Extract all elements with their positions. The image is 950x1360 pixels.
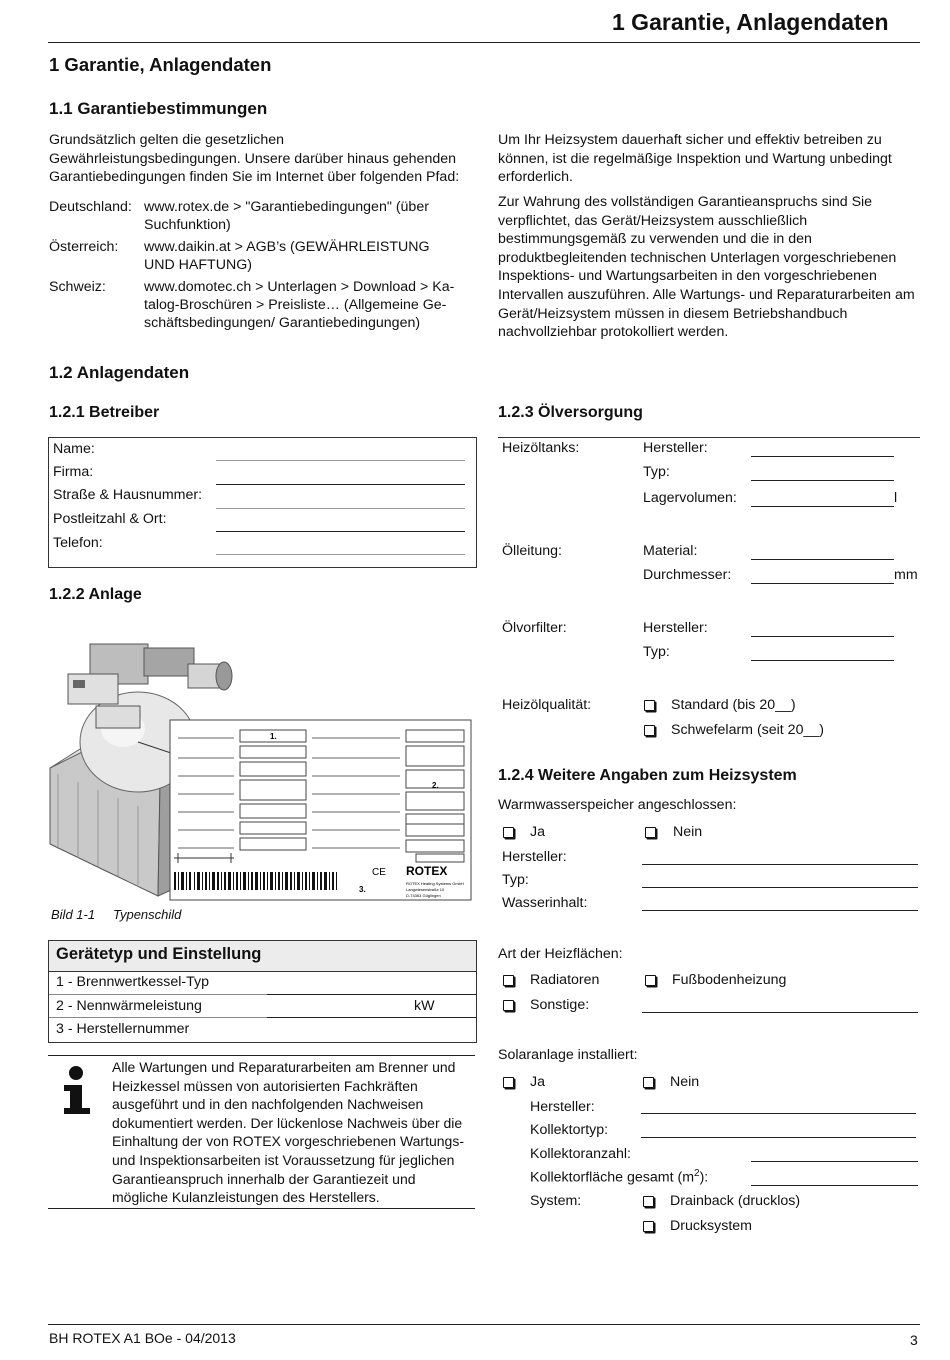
filter-typ-field[interactable] (751, 660, 894, 661)
hersteller-label: Hersteller: (643, 440, 708, 456)
country-label: Österreich: (49, 239, 119, 255)
plz-ort-field[interactable] (216, 531, 465, 532)
figure-caption: Typenschild (113, 907, 182, 922)
field-label: Straße & Hausnummer: (53, 487, 203, 503)
heizoeltanks-label: Heizöltanks: (502, 440, 580, 456)
betreiber-title: 1.2.1 Betreiber (49, 404, 160, 421)
oelleitung-label: Ölleitung: (502, 543, 562, 559)
country-label: Schweiz: (49, 279, 106, 295)
field-label: Postleitzahl & Ort: (53, 511, 167, 527)
subsection-title: 1.1 Garantiebestimmungen (49, 99, 268, 118)
durchmesser-unit: mm (894, 567, 918, 583)
ww-nein-label: Nein (673, 824, 703, 840)
sonstige-checkbox[interactable] (503, 1000, 514, 1011)
geraetetyp-table (48, 940, 477, 1043)
field-label: Name: (53, 441, 95, 457)
wasserinhalt-label: Wasserinhalt: (502, 895, 588, 911)
hersteller-label: Hersteller: (643, 620, 708, 636)
typ-label: Typ: (643, 464, 670, 480)
oelvorfilter-label: Ölvorfilter: (502, 620, 567, 636)
sonstige-label: Sonstige: (530, 997, 590, 1013)
telefon-field[interactable] (216, 554, 465, 555)
wasserinhalt-field[interactable] (642, 910, 918, 911)
material-field[interactable] (751, 559, 894, 560)
schwefelarm-checkbox[interactable] (644, 725, 655, 736)
drainback-checkbox[interactable] (643, 1196, 654, 1207)
oelversorgung-rule (498, 437, 920, 438)
country-link: www.domotec.ch > Unterlagen > Download > Ka- (144, 279, 455, 295)
warranty-paragraph-1: Um Ihr Heizsystem dauerhaft sicher und effektiv betreiben zu können, ist die regelmäßige Inspektion und Wartung unbedingt erforderlich. (498, 132, 892, 186)
plate-city: D-74363 Güglingen (406, 893, 441, 898)
drucksystem-checkbox[interactable] (643, 1221, 654, 1232)
country-link-cont: Suchfunktion) (144, 217, 231, 233)
ww-hersteller-field[interactable] (642, 864, 918, 865)
schwefelarm-option: Schwefelarm (seit 20__) (671, 722, 824, 738)
lagervolumen-label: Lagervolumen: (643, 490, 737, 506)
geraetetyp-row-label: 3 - Herstellernummer (56, 1021, 190, 1037)
warranty-paragraph-2: Zur Wahrung des vollständigen Garantieanspruchs sind Sie verpflichtet, das Gerät/Heizsystem ausschließlich bestimmungsgemäß zu verwenden und die in den produktbegleitenden technischen Unterlagen vorgeschriebenen Inspektions- und Wartungsarbeiten in den vorgeschriebenen Intervallen auszuführen. Alle Wartungs- und Reparaturarbeiten am Gerät/Heizsystem müssen in diesem Betriebshandbuch nachvollziehbar protokolliert werden. (498, 194, 915, 341)
standard-checkbox[interactable] (644, 700, 655, 711)
ww-ja-label: Ja (530, 824, 545, 840)
kollektoranzahl-field[interactable] (751, 1161, 918, 1162)
strasse-field[interactable] (216, 508, 465, 509)
betreiber-form (48, 437, 477, 568)
lagervolumen-unit: l (894, 490, 898, 506)
name-field[interactable] (216, 460, 465, 461)
section-title: 1 Garantie, Anlagendaten (49, 54, 272, 75)
solar-hersteller-field[interactable] (641, 1113, 916, 1114)
kollektoranzahl-label: Kollektoranzahl: (530, 1146, 631, 1162)
info-icon (60, 1066, 92, 1116)
geraetetyp-title: Gerätetyp und Einstellung (56, 945, 262, 963)
tank-typ-field[interactable] (751, 480, 894, 481)
ce-mark: CE (372, 867, 386, 878)
leistung-input-line[interactable] (267, 1017, 476, 1018)
plate-street: Langwiesenstraße 10 (406, 887, 445, 892)
country-link: www.rotex.de > "Garantiebedingungen" (über (144, 199, 429, 215)
header-rule (48, 42, 920, 43)
plate-company: ROTEX Heating Systems GmbH (406, 881, 464, 886)
typ-input-line[interactable] (267, 994, 476, 995)
country-link-cont: schäftsbedingungen/ Garantiebedingungen) (144, 315, 421, 331)
info-top-rule (48, 1055, 475, 1056)
boiler-nameplate-figure (48, 634, 476, 906)
subsection-title: 1.2 Anlagendaten (49, 363, 190, 382)
country-link-cont: talog-Broschüren > Preisliste… (Allgemeine Ge- (144, 297, 447, 313)
geraetetyp-row-label: 2 - Nennwärmeleistung (56, 998, 202, 1014)
oelversorgung-title: 1.2.3 Ölversorgung (498, 404, 643, 421)
lagervolumen-field[interactable] (751, 506, 894, 507)
typ-label: Typ: (643, 644, 670, 660)
page-number: 3 (910, 1332, 918, 1348)
country-link: www.daikin.at > AGB’s (GEWÄHRLEISTUNG (144, 239, 430, 255)
radiatoren-label: Radiatoren (530, 972, 600, 988)
solar-label: Solaranlage installiert: (498, 1047, 638, 1063)
kollektortyp-label: Kollektortyp: (530, 1122, 609, 1138)
fussboden-checkbox[interactable] (645, 975, 656, 986)
country-link-cont: UND HAFTUNG) (144, 257, 252, 273)
radiatoren-checkbox[interactable] (503, 975, 514, 986)
solar-nein-checkbox[interactable] (643, 1077, 654, 1088)
kollektortyp-field[interactable] (641, 1137, 916, 1138)
solar-ja-label: Ja (530, 1074, 545, 1090)
standard-option: Standard (bis 20__) (671, 697, 796, 713)
geraetetyp-row-label: 1 - Brennwertkessel-Typ (56, 974, 209, 990)
country-label: Deutschland: (49, 199, 132, 215)
durchmesser-field[interactable] (751, 583, 894, 584)
figure-number: Bild 1-1 (51, 907, 96, 922)
filter-hersteller-field[interactable] (751, 636, 894, 637)
firma-field[interactable] (216, 484, 465, 485)
solar-nein-label: Nein (670, 1074, 700, 1090)
weitere-title: 1.2.4 Weitere Angaben zum Heizsystem (498, 767, 797, 784)
solar-hersteller-label: Hersteller: (530, 1099, 595, 1115)
ww-typ-field[interactable] (642, 887, 918, 888)
material-label: Material: (643, 543, 698, 559)
sonstige-field[interactable] (642, 1012, 918, 1013)
info-text: Alle Wartungen und Reparaturarbeiten am Brenner und Heizkessel müssen von autorisierten Fachkräften ausgeführt und in den nachfolgenden Nachweisen dokumentiert werden. Der lückenlose Nachweis über die Einhaltung der von ROTEX vorgeschriebenen Wartungs- und Inspektionsarbeiten ist Voraussetzung für jeglichen Garantieanspruch innerhalb der Garantiezeit und mögliche Kulanzleistungen des Herstellers. (112, 1059, 464, 1206)
kollektorflaeche-field[interactable] (751, 1185, 918, 1186)
anlage-title: 1.2.2 Anlage (49, 586, 142, 603)
heizoelqualitaet-label: Heizölqualität: (502, 697, 592, 713)
field-label: Firma: (53, 464, 94, 480)
ww-label: Warmwasserspeicher angeschlossen: (498, 797, 737, 813)
ww-hersteller-label: Hersteller: (502, 849, 567, 865)
ww-typ-label: Typ: (502, 872, 529, 888)
rotex-logo: ROTEX (406, 864, 448, 878)
plate-marker-2: 2. (432, 781, 439, 790)
kollektorflaeche-label: Kollektorfläche gesamt $(m^2)$: (530, 1168, 709, 1186)
footer-doc-id: BH ROTEX A1 BOe - 04/2013 (49, 1330, 236, 1346)
footer-rule (48, 1324, 920, 1325)
info-bottom-rule (48, 1208, 475, 1209)
field-label: Telefon: (53, 535, 103, 551)
ww-nein-checkbox[interactable] (645, 827, 656, 838)
fussboden-label: Fußbodenheizung (672, 972, 787, 988)
durchmesser-label: Durchmesser: (643, 567, 732, 583)
ww-ja-checkbox[interactable] (503, 827, 514, 838)
drucksystem-label: Drucksystem (670, 1218, 752, 1234)
system-label: System: (530, 1193, 582, 1209)
tank-hersteller-field[interactable] (751, 456, 894, 457)
plate-marker-3: 3. (359, 885, 366, 894)
heizflaechen-label: Art der Heizflächen: (498, 946, 623, 962)
geraetetyp-row-unit: kW (414, 998, 435, 1014)
drainback-label: Drainback (drucklos) (670, 1193, 801, 1209)
running-header: 1 Garantie, Anlagendaten (612, 9, 889, 35)
warranty-intro: Grundsätzlich gelten die gesetzlichen Gewährleistungsbedingungen. Unsere darüber hinaus gehenden Garantiebedingungen finden Sie im Internet über folgenden Pfad: (49, 132, 460, 186)
plate-marker-1: 1. (270, 732, 277, 741)
solar-ja-checkbox[interactable] (503, 1077, 514, 1088)
